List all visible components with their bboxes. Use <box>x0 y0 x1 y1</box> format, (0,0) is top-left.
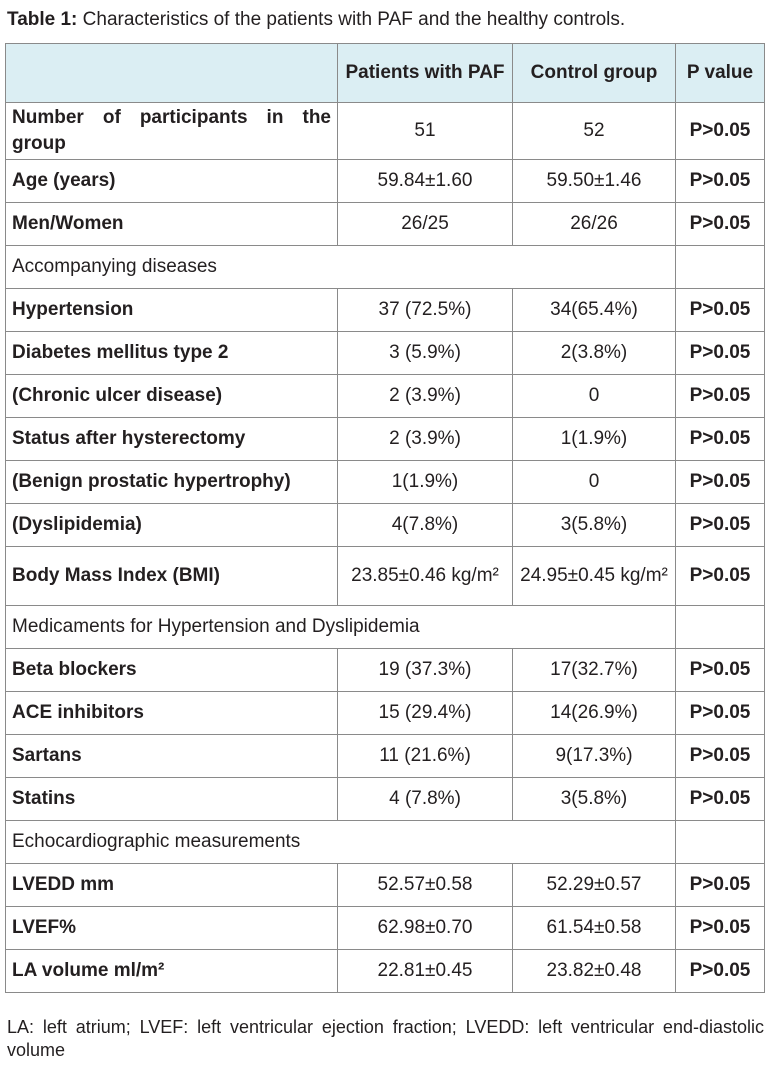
p-value: P>0.05 <box>676 864 765 907</box>
row-label: (Dyslipidemia) <box>6 504 338 547</box>
patients-value: 11 (21.6%) <box>338 735 513 778</box>
table-row <box>6 907 765 950</box>
patients-value: 15 (29.4%) <box>338 692 513 735</box>
p-value: P>0.05 <box>676 289 765 332</box>
row-label: Number of participants in the group <box>6 103 338 160</box>
header-control: Control group <box>513 44 676 103</box>
table-caption <box>7 8 625 32</box>
patients-value: 51 <box>338 103 513 160</box>
control-value: 59.50±1.46 <box>513 160 676 203</box>
control-value: 0 <box>513 461 676 504</box>
p-value: P>0.05 <box>676 547 765 606</box>
table-row <box>6 692 765 735</box>
section-empty-cell <box>676 821 765 864</box>
table-row <box>6 375 765 418</box>
patients-value: 1(1.9%) <box>338 461 513 504</box>
table-footnote: LA: left atrium; LVEF: left ventricular ejection fraction; LVEDD: left ventricular end-diastolic volume <box>7 1017 764 1060</box>
patients-value: 26/25 <box>338 203 513 246</box>
section-empty-cell <box>676 246 765 289</box>
table-header-row <box>6 44 765 103</box>
table-row <box>6 864 765 907</box>
row-label: LVEF% <box>6 907 338 950</box>
caption-text: Characteristics of the patients with PAF and the healthy controls. <box>82 9 626 30</box>
control-value: 24.95±0.45 kg/m² <box>513 547 676 606</box>
table-row <box>6 649 765 692</box>
control-value: 52 <box>513 103 676 160</box>
row-label: (Chronic ulcer disease) <box>6 375 338 418</box>
row-label: Body Mass Index (BMI) <box>6 547 338 606</box>
table-row <box>6 504 765 547</box>
table-row <box>6 103 765 160</box>
patients-value: 52.57±0.58 <box>338 864 513 907</box>
header-empty-cell <box>6 44 338 103</box>
patients-value: 62.98±0.70 <box>338 907 513 950</box>
header-patients: Patients with PAF <box>338 44 513 103</box>
control-value: 14(26.9%) <box>513 692 676 735</box>
patients-value: 59.84±1.60 <box>338 160 513 203</box>
section-row <box>6 821 765 864</box>
p-value: P>0.05 <box>676 461 765 504</box>
table-row <box>6 418 765 461</box>
control-value: 1(1.9%) <box>513 418 676 461</box>
control-value: 26/26 <box>513 203 676 246</box>
control-value: 17(32.7%) <box>513 649 676 692</box>
table-row <box>6 332 765 375</box>
patients-value: 22.81±0.45 <box>338 950 513 993</box>
table-row <box>6 547 765 606</box>
section-row <box>6 606 765 649</box>
characteristics-table <box>5 43 765 993</box>
p-value: P>0.05 <box>676 778 765 821</box>
p-value: P>0.05 <box>676 160 765 203</box>
row-label: LA volume ml/m² <box>6 950 338 993</box>
p-value: P>0.05 <box>676 418 765 461</box>
table-row <box>6 735 765 778</box>
table-row <box>6 289 765 332</box>
control-value: 9(17.3%) <box>513 735 676 778</box>
row-label: ACE inhibitors <box>6 692 338 735</box>
control-value: 52.29±0.57 <box>513 864 676 907</box>
row-label: Hypertension <box>6 289 338 332</box>
section-heading: Echocardiographic measurements <box>6 821 676 864</box>
row-label: Status after hysterectomy <box>6 418 338 461</box>
row-label: Diabetes mellitus type 2 <box>6 332 338 375</box>
table-row <box>6 461 765 504</box>
control-value: 3(5.8%) <box>513 778 676 821</box>
table-row <box>6 950 765 993</box>
p-value: P>0.05 <box>676 735 765 778</box>
row-label: LVEDD mm <box>6 864 338 907</box>
control-value: 2(3.8%) <box>513 332 676 375</box>
p-value: P>0.05 <box>676 103 765 160</box>
row-label: Beta blockers <box>6 649 338 692</box>
p-value: P>0.05 <box>676 332 765 375</box>
control-value: 23.82±0.48 <box>513 950 676 993</box>
patients-value: 4 (7.8%) <box>338 778 513 821</box>
header-p-value: P value <box>676 44 765 103</box>
patients-value: 3 (5.9%) <box>338 332 513 375</box>
patients-value: 37 (72.5%) <box>338 289 513 332</box>
p-value: P>0.05 <box>676 203 765 246</box>
p-value: P>0.05 <box>676 907 765 950</box>
row-label: Sartans <box>6 735 338 778</box>
control-value: 3(5.8%) <box>513 504 676 547</box>
p-value: P>0.05 <box>676 375 765 418</box>
p-value: P>0.05 <box>676 649 765 692</box>
p-value: P>0.05 <box>676 692 765 735</box>
p-value: P>0.05 <box>676 950 765 993</box>
control-value: 0 <box>513 375 676 418</box>
patients-value: 2 (3.9%) <box>338 375 513 418</box>
table-row <box>6 160 765 203</box>
caption-label: Table 1: <box>7 9 78 30</box>
patients-value: 4(7.8%) <box>338 504 513 547</box>
p-value: P>0.05 <box>676 504 765 547</box>
section-heading: Accompanying diseases <box>6 246 676 289</box>
patients-value: 23.85±0.46 kg/m² <box>338 547 513 606</box>
table-row <box>6 778 765 821</box>
row-label: Statins <box>6 778 338 821</box>
row-label: (Benign prostatic hypertrophy) <box>6 461 338 504</box>
row-label: Age (years) <box>6 160 338 203</box>
table-row <box>6 203 765 246</box>
patients-value: 19 (37.3%) <box>338 649 513 692</box>
section-empty-cell <box>676 606 765 649</box>
section-row <box>6 246 765 289</box>
section-heading: Medicaments for Hypertension and Dyslipidemia <box>6 606 676 649</box>
row-label: Men/Women <box>6 203 338 246</box>
control-value: 34(65.4%) <box>513 289 676 332</box>
patients-value: 2 (3.9%) <box>338 418 513 461</box>
table-body <box>6 103 765 993</box>
control-value: 61.54±0.58 <box>513 907 676 950</box>
